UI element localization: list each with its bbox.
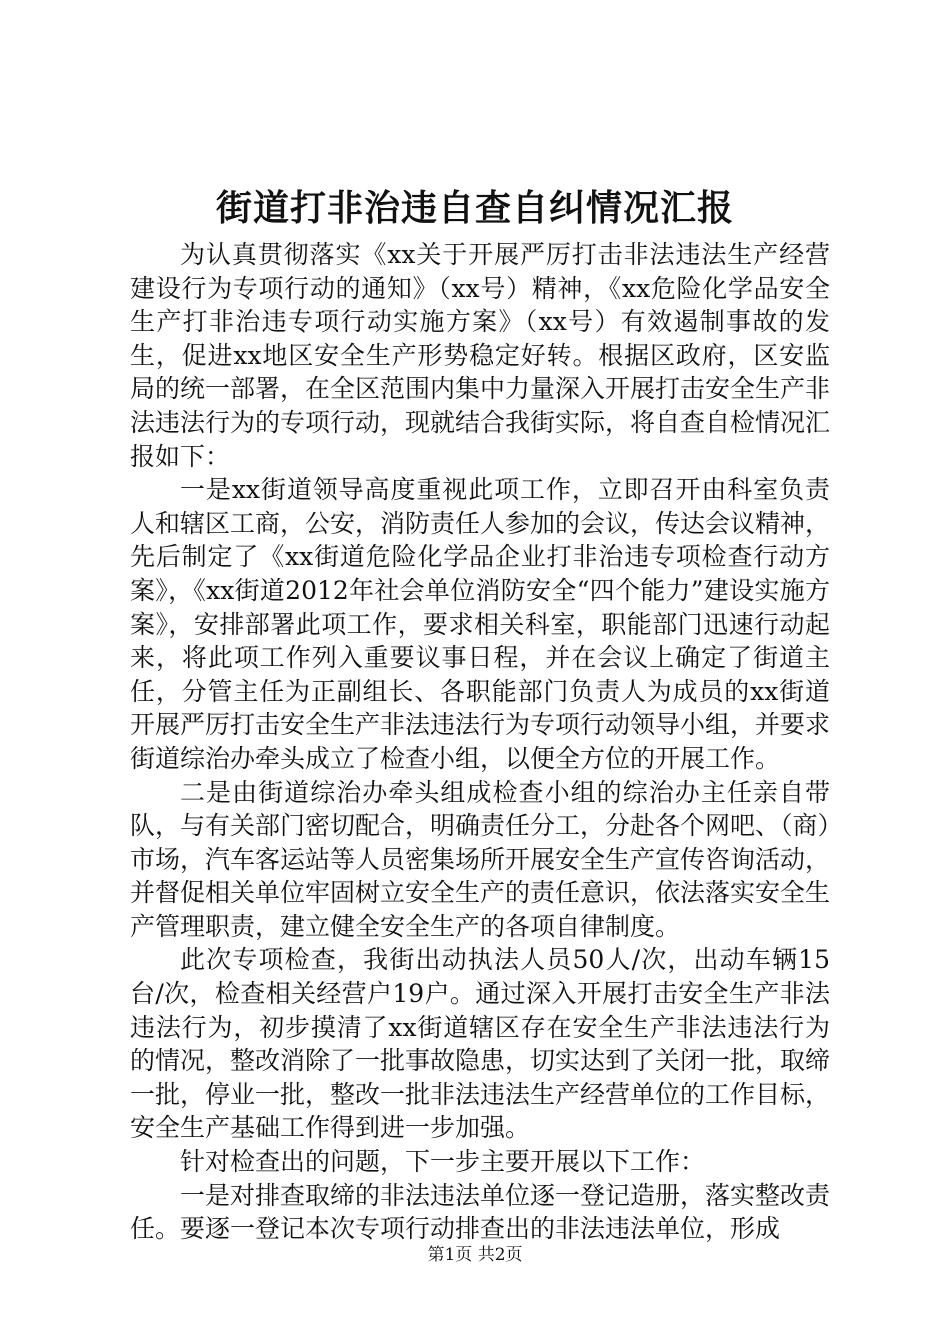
paragraph-point-one: 一是xx街道领导高度重视此项工作，立即召开由科室负责人和辖区工商，公安，消防责任人参加的会议，传达会议精神，先后制定了《xx街道危险化学品企业打非治违专项检查行动方案》，《xx街道2012年社会单位消防安全“四个能力”建设实施方案》，安排部署此项工作，要求相关科室，职能部门迅速行动起来，将此项工作列入重要议事日程，并在会议上确定了街道主任，分管主任为正副组长、各职能部门负责人为成员的xx街道开展严厉打击安全生产非法违法行为专项行动领导小组，并要求街道综治办牵头成立了检查小组，以便全方位的开展工作。 — [130, 475, 831, 773]
paragraph-intro: 为认真贯彻落实《xx关于开展严厉打击非法违法生产经营建设行为专项行动的通知》（xx号）精神，《xx危险化学品安全生产打非治违专项行动实施方案》（xx号）有效遏制事故的发生，促进xx地区安全生产形势稳定好转。根据区政府，区安监局的统一部署，在全区范围内集中力量深入开展打击安全生产非法违法行为的专项行动，现就结合我街实际，将自查自检情况汇报如下： — [130, 240, 831, 471]
paragraph-inspection-results: 此次专项检查，我街出动执法人员50人/次，出动车辆15台/次，检查相关经营户19户。通过深入开展打击安全生产非法违法行为，初步摸清了xx街道辖区存在安全生产非法违法行为的情况，整改消除了一批事故隐患，切实达到了关闭一批，取缔一批，停业一批，整改一批非法违法生产经营单位的工作目标，安全生产基础工作得到进一步加强。 — [130, 945, 831, 1143]
paragraph-next-steps-intro: 针对检查出的问题，下一步主要开展以下工作： — [180, 1147, 706, 1177]
paragraph-point-two: 二是由街道综治办牵头组成检查小组的综治办主任亲自带队，与有关部门密切配合，明确责任分工，分赴各个网吧、（商）市场，汽车客运站等人员密集场所开展安全生产宣传咨询活动，并督促相关单位牢固树立安全生产的责任意识，依法落实安全生产管理职责，建立健全安全生产的各项自律制度。 — [130, 777, 831, 941]
document-title: 街道打非治违自查自纠情况汇报 — [215, 187, 734, 229]
paragraph-next-step-one: 一是对排查取缔的非法违法单位逐一登记造册，落实整改责任。要逐一登记本次专项行动排查出的非法违法单位，形成 — [130, 1180, 831, 1244]
page-footer: 第1页 共2页 — [427, 1245, 523, 1265]
document-body — [130, 238, 830, 1246]
